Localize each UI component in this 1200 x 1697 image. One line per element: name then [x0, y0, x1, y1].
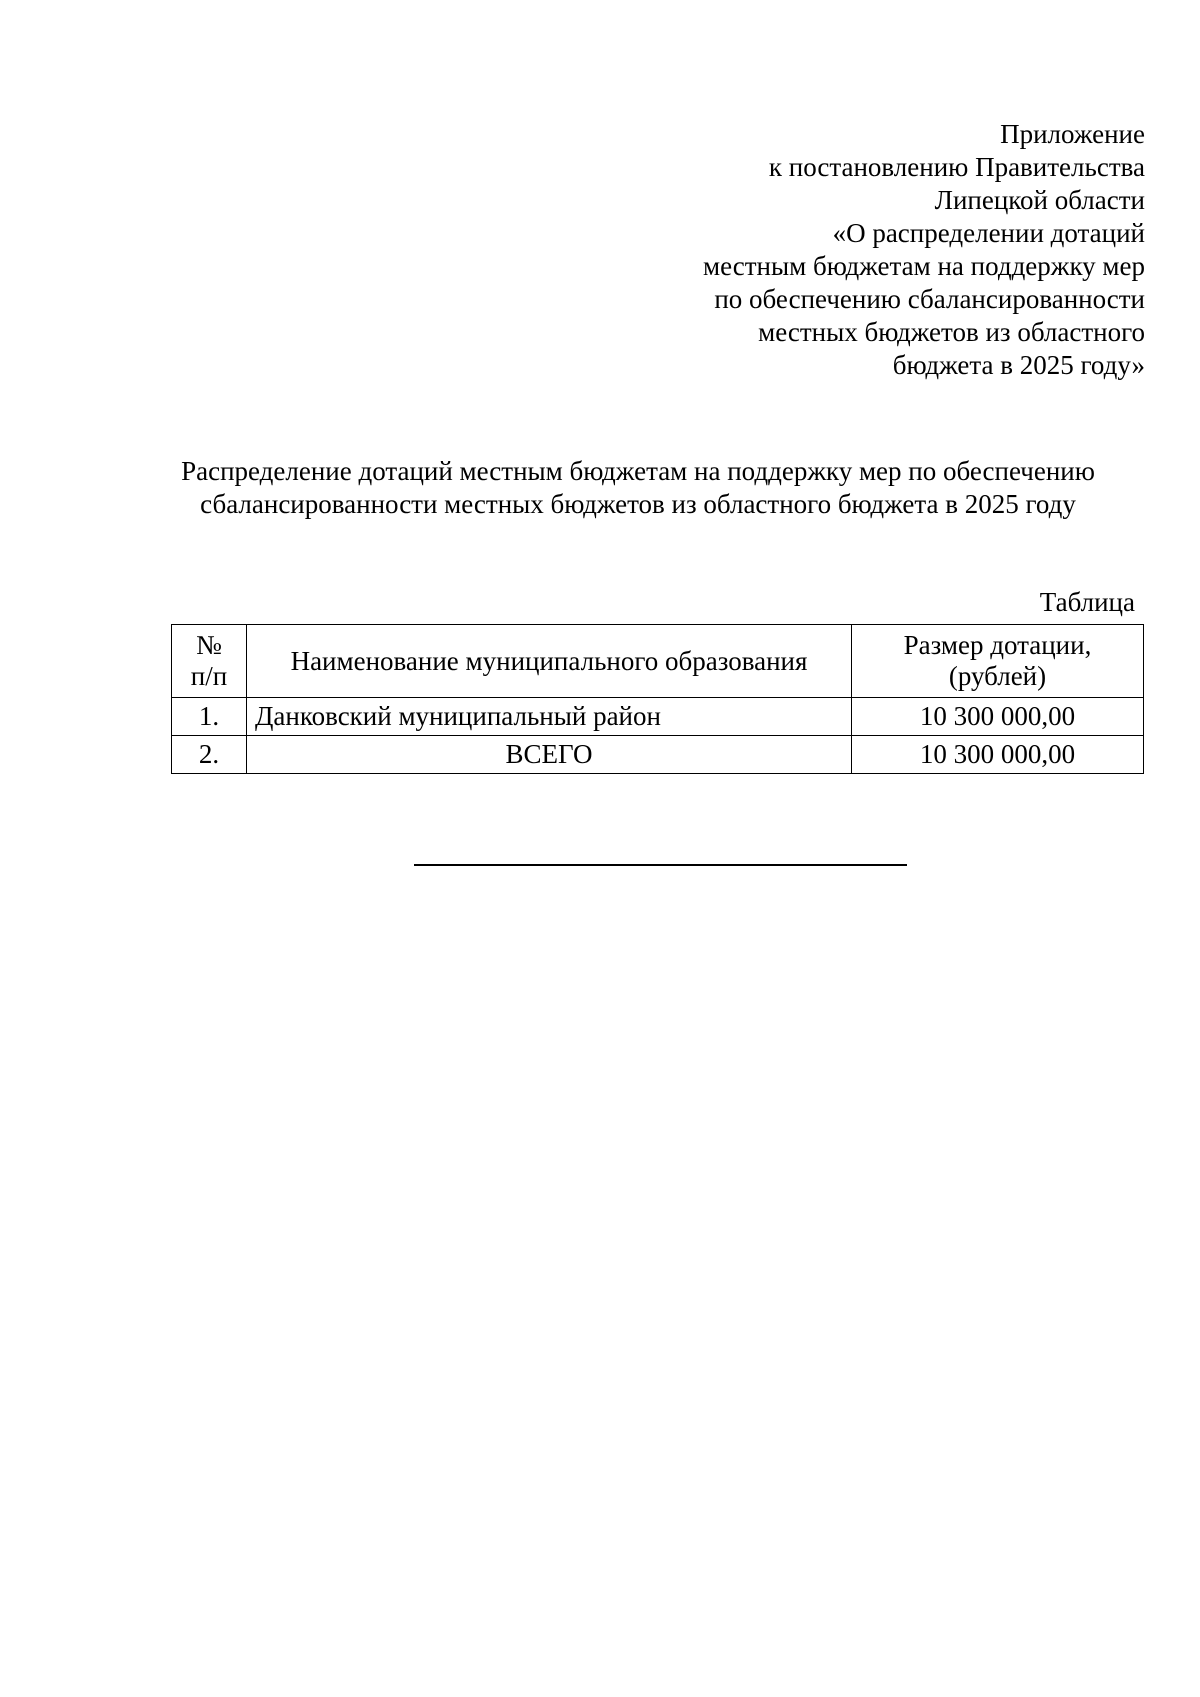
- row-num: 1.: [172, 698, 247, 736]
- header-num: [172, 625, 247, 698]
- table-row-total: [172, 736, 1144, 774]
- appendix-line: Приложение: [1000, 119, 1145, 149]
- row-name: Данковский муниципальный район: [247, 698, 852, 736]
- row-name: ВСЕГО: [247, 736, 852, 774]
- appendix-line: местным бюджетам на поддержку мер: [703, 251, 1145, 281]
- appendix-line: Липецкой области: [934, 185, 1145, 215]
- row-sum: 10 300 000,00: [852, 698, 1144, 736]
- header-sum-line2: (рублей): [948, 661, 1047, 691]
- title-line: сбалансированности местных бюджетов из областного бюджета в 2025 году: [200, 489, 1076, 519]
- header-name: Наименование муниципального образования: [247, 625, 852, 698]
- separator-line: [414, 864, 907, 866]
- appendix-line: местных бюджетов из областного: [758, 317, 1145, 347]
- header-num-line1: №: [196, 630, 222, 660]
- appendix-line: к постановлению Правительства: [768, 152, 1145, 182]
- table-row: [172, 698, 1144, 736]
- header-sum: [852, 625, 1144, 698]
- appendix-line: бюджета в 2025 году»: [892, 350, 1145, 380]
- header-num-line2: п/п: [190, 661, 228, 691]
- document-title: [168, 455, 1108, 521]
- row-sum: 10 300 000,00: [852, 736, 1144, 774]
- title-line: Распределение дотаций местным бюджетам на поддержку мер по обеспечению: [181, 456, 1095, 486]
- appendix-line: по обеспечению сбалансированности: [714, 284, 1145, 314]
- appendix-line: «О распределении дотаций: [832, 218, 1145, 248]
- row-num: 2.: [172, 736, 247, 774]
- table-header-row: [172, 625, 1144, 698]
- header-sum-line1: Размер дотации,: [903, 630, 1092, 660]
- appendix-header: [445, 118, 1145, 382]
- table-caption: Таблица: [1039, 587, 1135, 617]
- subsidy-table: [171, 624, 1144, 774]
